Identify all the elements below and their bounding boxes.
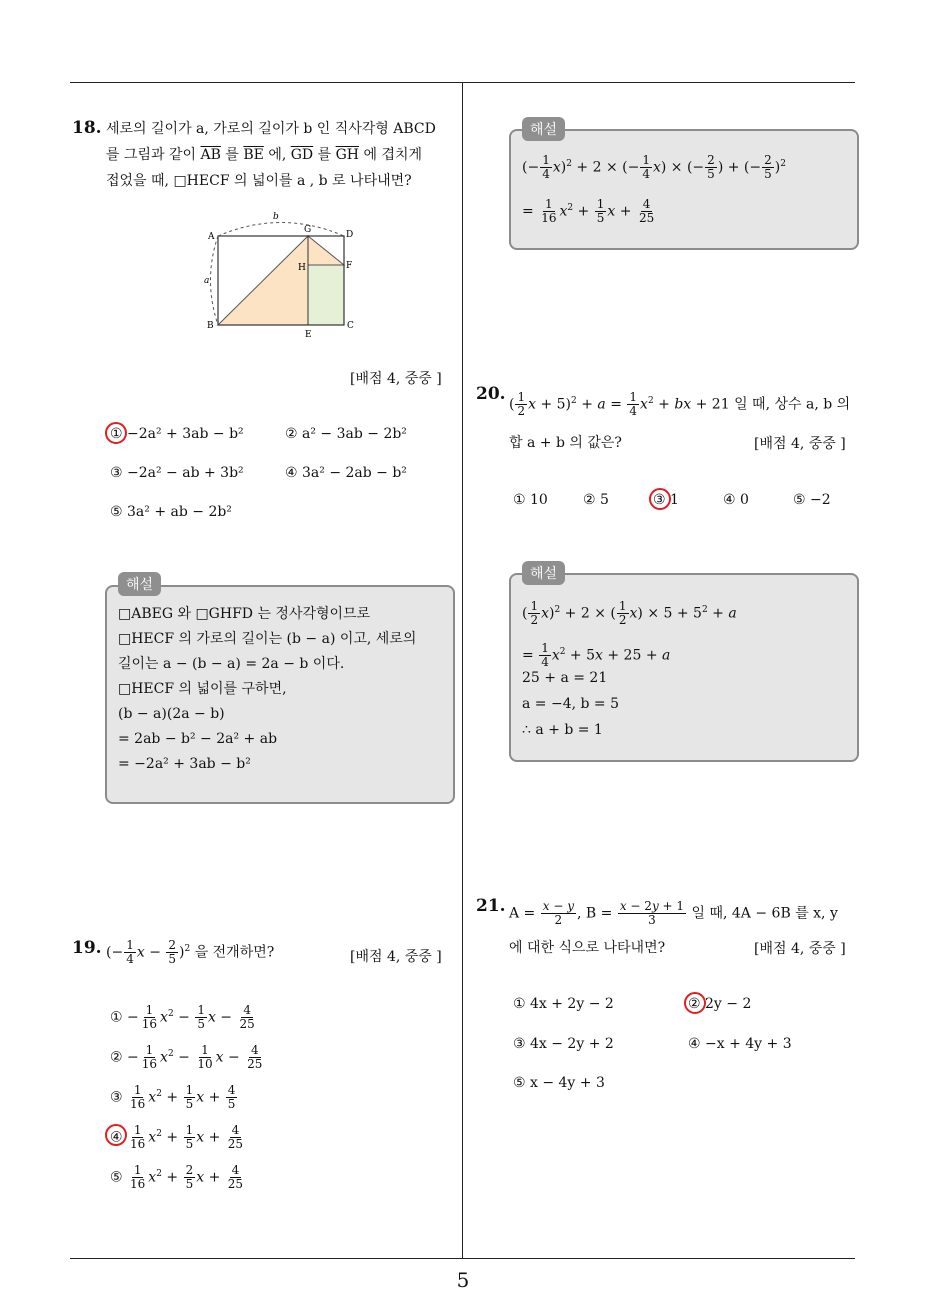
q19-sol-line: (− $\frac{1}{4}$ x)$^2$ + 2 × (− $\frac{1}{4}$ x) × (− $\frac{2}{5}$ ) + (− $\frac{2}{5}$ )$^2$ bbox=[522, 153, 786, 182]
q18-choice-4[interactable]: ④ 3a² − 2ab − b² bbox=[285, 465, 407, 481]
q18-number: 18. bbox=[72, 118, 102, 138]
q21-answer-mark bbox=[684, 992, 706, 1014]
page-number: 5 bbox=[456, 1268, 470, 1292]
q20-choice-1[interactable]: ① 10 bbox=[513, 492, 548, 508]
q18-sol-line: 길이는 a − (b − a) = 2a − b 이다. bbox=[118, 656, 345, 672]
label-G: G bbox=[304, 225, 312, 235]
q20-text-line2: 합 a + b 의 값은? bbox=[509, 435, 622, 451]
q19-solution-tag: 해설 bbox=[522, 117, 565, 141]
label-F: F bbox=[346, 261, 353, 271]
label-B: B bbox=[207, 321, 214, 331]
q20-text-line1: ( $\frac{1}{2}$ x + 5)$^2$ + a = $\frac{1}{4}$ $x^2$ + bx + 21 일 때, 상수 a, b 의 bbox=[509, 390, 851, 419]
q19-choice-5[interactable]: ⑤ $\frac{1}{16}$ $x^2$ + $\frac{2}{5}$ x + $\frac{4}{25}$ bbox=[110, 1163, 244, 1192]
q19-choice-1[interactable]: ① − $\frac{1}{16}$ $x^2$ − $\frac{1}{5}$ x − $\frac{4}{25}$ bbox=[110, 1003, 255, 1032]
q20-choice-5[interactable]: ⑤ −2 bbox=[793, 492, 831, 508]
q18-choice-1[interactable]: ① −2a² + 3ab − b² bbox=[110, 426, 244, 442]
q21-choice-1[interactable]: ① 4x + 2y − 2 bbox=[513, 996, 614, 1012]
q20-solution-tag: 해설 bbox=[522, 561, 565, 585]
label-A: A bbox=[208, 232, 215, 242]
label-C: C bbox=[347, 321, 354, 331]
q18-choice-5[interactable]: ⑤ 3a² + ab − 2b² bbox=[110, 504, 232, 520]
q20-choice-2[interactable]: ② 5 bbox=[583, 492, 609, 508]
q19-choice-4[interactable]: ④ $\frac{1}{16}$ $x^2$ + $\frac{1}{5}$ x + $\frac{4}{25}$ bbox=[110, 1123, 244, 1152]
q20-sol-line: ( $\frac{1}{2}$ x)$^2$ + 2 × ( $\frac{1}{2}$ $x) \times 5 + 5^2 + a$ bbox=[522, 599, 737, 628]
q19-sol-line: = $\frac{1}{16}$ $x^2$ + $\frac{1}{5}$ x + $\frac{4}{25}$ bbox=[522, 197, 655, 226]
q21-choice-2[interactable]: ② 2y − 2 bbox=[688, 996, 752, 1012]
q18-sol-line: □HECF 의 가로의 길이는 (b − a) 이고, 세로의 bbox=[118, 631, 417, 647]
q18-solution-body bbox=[118, 602, 416, 777]
q18-figure bbox=[195, 205, 370, 345]
q21-meta: [배점 4, 중중 ] bbox=[754, 941, 846, 957]
q21-text-line2: 에 대한 식으로 나타내면? bbox=[509, 940, 666, 956]
q19-solution-box bbox=[509, 129, 859, 250]
q19-number: 19. bbox=[72, 938, 102, 958]
q18-sol-line: = −2a² + 3ab − b² bbox=[118, 756, 251, 772]
q20-sol-line: ∴ a + b = 1 bbox=[522, 722, 603, 738]
q18-meta: [배점 4, 중중 ] bbox=[350, 371, 442, 387]
q18-sol-line: □HECF 의 넓이를 구하면, bbox=[118, 681, 287, 697]
q19-answer-mark bbox=[105, 1124, 127, 1146]
q21-choice-5[interactable]: ⑤ x − 4y + 3 bbox=[513, 1075, 605, 1091]
q21-number: 21. bbox=[476, 896, 506, 916]
q20-sol-line: a = −4, b = 5 bbox=[522, 696, 620, 712]
label-D: D bbox=[346, 230, 354, 240]
q18-choice-3[interactable]: ③ −2a² − ab + 3b² bbox=[110, 465, 244, 481]
q20-sol-line: = $\frac{1}{4}$ $x^2 + 5x + 25 + a$ bbox=[522, 641, 671, 670]
q20-answer-mark bbox=[649, 488, 671, 510]
label-H: H bbox=[298, 263, 306, 273]
q18-text-line1: 세로의 길이가 a, 가로의 길이가 b 인 직사각형 ABCD bbox=[106, 121, 436, 137]
bottom-rule bbox=[70, 1258, 855, 1259]
label-a: a bbox=[204, 276, 210, 286]
q19-text: (− $\frac{1}{4}$ x − $\frac{2}{5}$ )$^2$ 을 전개하면? bbox=[106, 938, 275, 967]
q21-choice-3[interactable]: ③ 4x − 2y + 2 bbox=[513, 1036, 614, 1052]
q19-choice-3[interactable]: ③ $\frac{1}{16}$ $x^2$ + $\frac{1}{5}$ x + $\frac{4}{5}$ bbox=[110, 1083, 236, 1112]
q20-number: 20. bbox=[476, 384, 506, 404]
q18-text-line2: 를 그림과 같이 $\overline{AB}$ 를 $\overline{BE}$ 에, $\overline{GD}$ 를 $\overline{GH}$ 에 겹치게 bbox=[106, 147, 423, 163]
q20-choice-4[interactable]: ④ 0 bbox=[723, 492, 749, 508]
q18-sol-line: □ABEG 와 □GHFD 는 정사각형이므로 bbox=[118, 606, 371, 622]
q20-choice-3[interactable]: ③ 1 bbox=[653, 492, 679, 508]
q20-sol-line: 25 + a = 21 bbox=[522, 670, 608, 686]
q21-text-line1: A = $\frac{x - y}{2}$ , B = $\frac{x - 2y + 1}{3}$ 일 때, 4A − 6B 를 x, y bbox=[509, 899, 838, 927]
q19-meta: [배점 4, 중중 ] bbox=[350, 949, 442, 965]
q21-choice-4[interactable]: ④ −x + 4y + 3 bbox=[688, 1036, 792, 1052]
label-E: E bbox=[305, 330, 312, 340]
q18-text-line3: 접었을 때, □HECF 의 넓이를 a , b 로 나타내면? bbox=[106, 173, 412, 189]
label-b: b bbox=[273, 212, 279, 222]
q18-solution-tag: 해설 bbox=[118, 572, 161, 596]
q18-sol-line: (b − a)(2a − b) bbox=[118, 706, 225, 722]
q20-meta: [배점 4, 중중 ] bbox=[754, 436, 846, 452]
q18-text bbox=[106, 116, 456, 194]
q18-choice-2[interactable]: ② a² − 3ab − 2b² bbox=[285, 426, 407, 442]
q19-choice-2[interactable]: ② − $\frac{1}{16}$ $x^2$ − $\frac{1}{10}$ x − $\frac{4}{25}$ bbox=[110, 1043, 263, 1072]
q18-answer-mark bbox=[105, 422, 127, 444]
column-divider bbox=[462, 82, 463, 1258]
q18-sol-line: = 2ab − b² − 2a² + ab bbox=[118, 731, 278, 747]
